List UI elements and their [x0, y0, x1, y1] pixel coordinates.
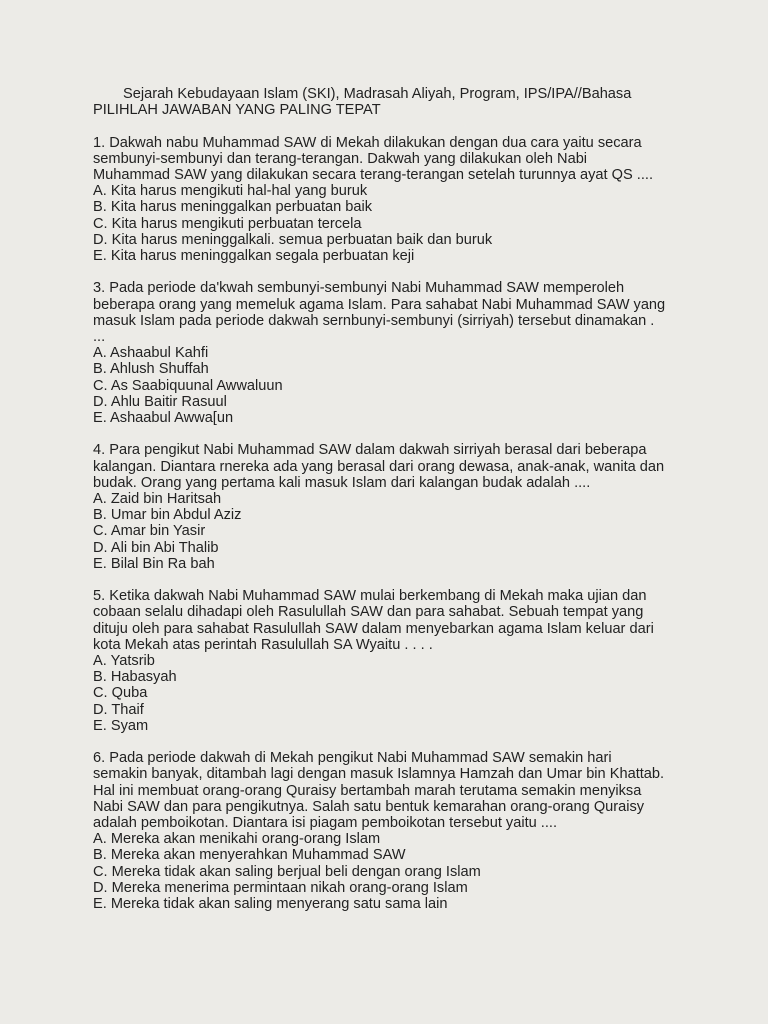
answer-option: C. Kita harus mengikuti perbuatan tercela: [93, 215, 362, 232]
document-title: Sejarah Kebudayaan Islam (SKI), Madrasah Aliyah, Program, IPS/IPA//Bahasa: [123, 86, 632, 102]
answer-option: B. Ahlush Shuffah: [93, 361, 209, 378]
question-text: [93, 280, 675, 345]
answer-option: A. Mereka akan menikahi orang-orang Islam: [93, 831, 381, 848]
question-line: budak. Orang yang pertama kali masuk Islam dari kalangan budak adalah ....: [93, 474, 591, 491]
answer-option: E. Bilal Bin Ra bah: [93, 555, 215, 572]
question-line: sembunyi-sembunyi dan terang-terangan. Dakwah yang dilakukan oleh Nabi: [93, 150, 588, 167]
question-line: 6. Pada periode dakwah di Mekah pengikut Nabi Muhammad SAW semakin hari: [93, 750, 612, 767]
answer-option: C. Amar bin Yasir: [93, 523, 206, 540]
question-block: [93, 588, 675, 734]
question-line: Hal ini membuat orang-orang Quraisy bertambah marah terutama semakin menyiksa: [93, 782, 642, 799]
answer-option: C. As Saabiquunal Awwaluun: [93, 377, 283, 394]
question-line: 1. Dakwah nabu Muhammad SAW di Mekah dilakukan dengan dua cara yaitu secara: [93, 134, 642, 151]
answer-option: B. Kita harus meninggalkan perbuatan baik: [93, 199, 373, 216]
answer-option: B. Mereka akan menyerahkan Muhammad SAW: [93, 847, 406, 864]
question-line: beberapa orang yang memeluk agama Islam. Para sahabat Nabi Muhammad SAW yang: [93, 296, 666, 313]
answer-option: D. Mereka menerima permintaan nikah orang-orang Islam: [93, 879, 468, 896]
question-text: [93, 588, 675, 653]
question-line: semakin banyak, ditambah lagi dengan masuk Islamnya Hamzah dan Umar bin Khattab.: [93, 766, 665, 783]
question-block: [93, 135, 675, 265]
question-line: Nabi SAW dan para pengikutnya. Salah satu bentuk kemarahan orang-orang Quraisy: [93, 798, 645, 815]
answer-option: E. Kita harus meninggalkan segala perbuatan keji: [93, 248, 415, 265]
answer-option: B. Umar bin Abdul Aziz: [93, 507, 242, 524]
question-block: [93, 442, 675, 572]
answer-option: A. Ashaabul Kahfi: [93, 345, 209, 362]
spacer: [93, 118, 675, 134]
question-line: 5. Ketika dakwah Nabi Muhammad SAW mulai berkembang di Mekah maka ujian dan: [93, 588, 647, 605]
answer-option: C. Mereka tidak akan saling berjual beli dengan orang Islam: [93, 863, 481, 880]
question-line: adalah pemboikotan. Diantara isi piagam pemboikotan tersebut yaitu ....: [93, 815, 558, 832]
answer-option: C. Quba: [93, 685, 148, 702]
answer-option: E. Mereka tidak akan saling menyerang satu sama lain: [93, 896, 448, 913]
answer-option: A. Yatsrib: [93, 653, 155, 670]
instruction-text: PILIHLAH JAWABAN YANG PALING TEPAT: [93, 102, 381, 119]
question-line: kalangan. Diantara rnereka ada yang berasal dari orang dewasa, anak-anak, wanita dan: [93, 458, 665, 475]
answer-option: D. Thaif: [93, 701, 144, 718]
answer-option: A. Kita harus mengikuti hal-hal yang buruk: [93, 183, 368, 200]
question-line: kota Mekah atas perintah Rasulullah SA Wyaitu . . . .: [93, 636, 433, 653]
question-line: ...: [93, 329, 106, 346]
question-line: masuk Islam pada periode dakwah sernbunyi-sembunyi (sirriyah) tersebut dinamakan .: [93, 312, 655, 329]
question-line: 3. Pada periode da'kwah sembunyi-sembunyi Nabi Muhammad SAW memperoleh: [93, 280, 625, 297]
question-line: cobaan selalu dihadapi oleh Rasulullah SAW dan para sahabat. Sebuah tempat yang: [93, 604, 644, 621]
answer-option: D. Ali bin Abi Thalib: [93, 539, 219, 556]
answer-option: A. Zaid bin Haritsah: [93, 491, 222, 508]
question-text: [93, 442, 675, 491]
question-line: 4. Para pengikut Nabi Muhammad SAW dalam dakwah sirriyah berasal dari beberapa: [93, 442, 647, 459]
question-list: [93, 135, 675, 913]
answer-option: D. Kita harus meninggalkali. semua perbuatan baik dan buruk: [93, 231, 493, 248]
question-block: [93, 750, 675, 912]
question-text: [93, 135, 675, 184]
answer-option: E. Ashaabul Awwa[un: [93, 410, 234, 427]
question-block: [93, 280, 675, 426]
answer-option: E. Syam: [93, 717, 149, 734]
question-line: Muhammad SAW yang dilakukan secara terang-terangan setelah turunnya ayat QS ....: [93, 167, 653, 183]
document-content: [93, 86, 675, 928]
question-line: dituju oleh para sahabat Rasulullah SAW dalam menyebarkan agama Islam keluar dari: [93, 620, 654, 637]
answer-option: D. Ahlu Baitir Rasuul: [93, 393, 227, 410]
answer-option: B. Habasyah: [93, 669, 177, 686]
question-text: [93, 750, 675, 831]
